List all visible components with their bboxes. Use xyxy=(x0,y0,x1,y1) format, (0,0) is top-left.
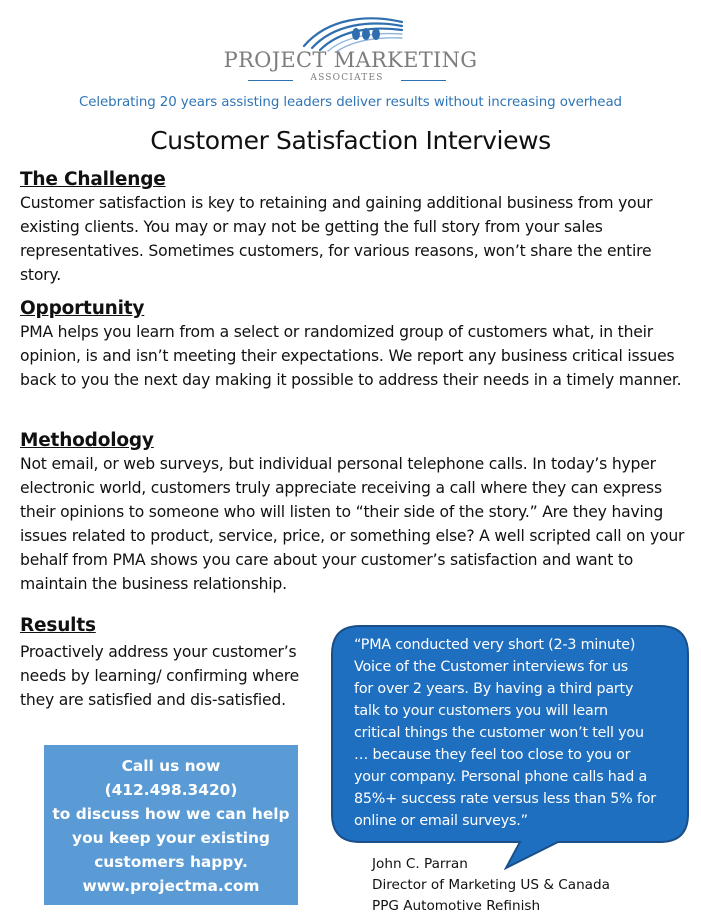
testimonial-author: John C. Parran xyxy=(372,856,468,872)
results-section xyxy=(20,615,320,637)
results-heading: Results xyxy=(20,615,96,636)
quote-line: online or email surveys.” xyxy=(354,813,528,829)
methodology-text: Not email, or web surveys, but individual personal telephone calls. In today’s hyper electronic world, customers truly appreciate receiving a call where they can express their opinions to someone who will listen to “their side of the story.” Are they having issues related to product, service, price, or something else? A well scripted call on your behalf from PMA shows you care about your customer’s satisfaction and want to maintain the business relationship. xyxy=(20,455,685,593)
quote-line: 85%+ success rate versus less than 5% for xyxy=(354,791,656,807)
quote-line: critical things the customer won’t tell you xyxy=(354,725,644,741)
testimonial-attribution xyxy=(372,854,610,917)
quote-line: your company. Personal phone calls had a xyxy=(354,769,648,785)
quote-line: talk to your customers you will learn xyxy=(354,703,608,719)
quote-line: “PMA conducted very short (2-3 minute) xyxy=(354,637,636,653)
opportunity-text: PMA helps you learn from a select or randomized group of customers what, in their opinion, is and isn’t meeting their expectations. We report any business critical issues back to you the next day making it possible to address their needs in a timely manner. xyxy=(20,323,682,389)
cta-phone[interactable]: (412.498.3420) xyxy=(104,781,238,799)
challenge-heading: The Challenge xyxy=(20,169,166,190)
logo-divider-left xyxy=(248,80,293,81)
opportunity-heading: Opportunity xyxy=(20,298,145,319)
call-to-action-box xyxy=(44,745,298,905)
cta-line-call: Call us now xyxy=(121,757,221,775)
logo-name: PROJECT MARKETING xyxy=(223,48,478,72)
quote-line: Voice of the Customer interviews for us xyxy=(354,659,629,675)
cta-line-keep: you keep your existing xyxy=(72,829,270,847)
tagline: Celebrating 20 years assisting leaders deliver results without increasing overhead xyxy=(79,95,622,110)
opportunity-section xyxy=(20,298,690,392)
cta-line-happy: customers happy. xyxy=(94,853,248,871)
testimonial-role: Director of Marketing US & Canada xyxy=(372,877,610,893)
testimonial-company: PPG Automotive Refinish xyxy=(372,898,541,914)
logo-subtitle-row xyxy=(248,73,446,87)
logo-divider-right xyxy=(401,80,446,81)
quote-line: … because they feel too close to you or xyxy=(354,747,631,763)
challenge-text: Customer satisfaction is key to retaining and gaining additional business from your existing clients. You may or may not be getting the full story from your sales representatives. Sometimes customers, for various reasons, won’t share the entire story. xyxy=(20,194,653,284)
testimonial-quote xyxy=(354,634,666,832)
challenge-section xyxy=(20,169,690,287)
results-text: Proactively address your customer’s needs by learning/ confirming where they are satisfied and dis-satisfied. xyxy=(20,643,300,709)
methodology-section xyxy=(20,430,690,596)
page-title: Customer Satisfaction Interviews xyxy=(150,126,551,155)
logo-subtitle: ASSOCIATES xyxy=(310,73,384,83)
quote-line: for over 2 years. By having a third party xyxy=(354,681,634,697)
cta-website-link[interactable]: www.projectma.com xyxy=(82,877,260,895)
company-logo xyxy=(0,6,701,90)
cta-line-discuss: to discuss how we can help xyxy=(52,805,290,823)
methodology-heading: Methodology xyxy=(20,430,154,451)
